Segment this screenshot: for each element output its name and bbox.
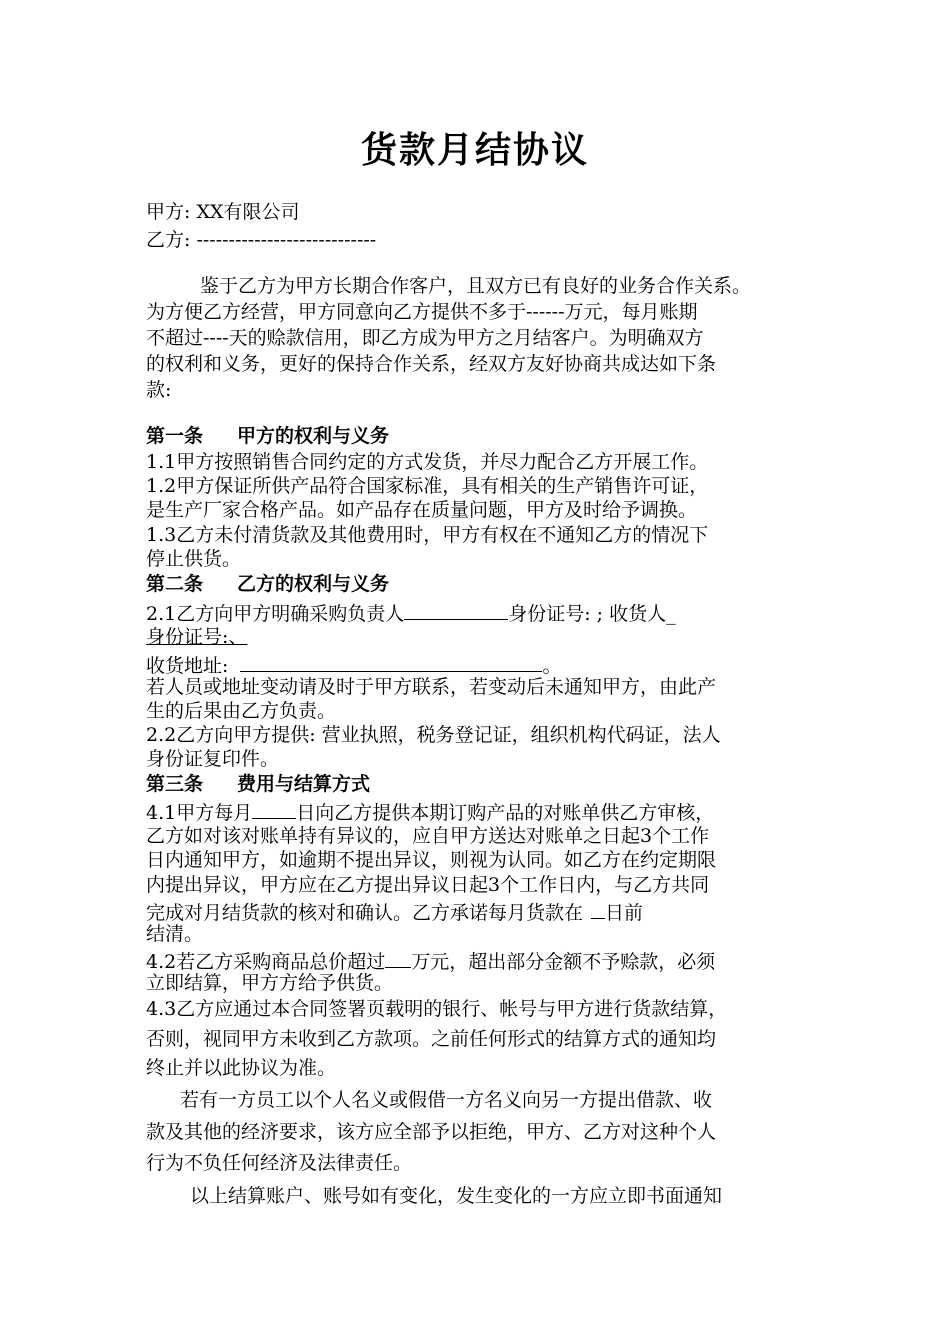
article3-line xyxy=(146,898,816,925)
article3-heading xyxy=(146,772,816,796)
article1-line: 1.1甲方按照销售合同约定的方式发货，并尽力配合乙方开展工作。 xyxy=(146,451,709,473)
payment-promise-text: 完成对月结货款的核对和确认。乙方承诺每月货款在 xyxy=(146,902,584,924)
article1-line: 停止供货。 xyxy=(146,548,242,570)
article3-line: 结清。 xyxy=(146,923,204,945)
article2-line: 若人员或地址变动请及时于甲方联系，若变动后未通知甲方，由此产 xyxy=(146,676,717,698)
article1-title: 甲方的权利与义务 xyxy=(237,425,390,447)
article3-line: 日内通知甲方，如逾期不提出异议，则视为认同。如乙方在约定期限 xyxy=(146,849,717,871)
article2-title: 乙方的权利与义务 xyxy=(237,573,390,595)
article3-line: 4.3乙方应通过本合同签署页载明的银行、帐号与甲方进行货款结算， xyxy=(146,998,728,1020)
article3-line: 终止并以此协议为准。 xyxy=(146,1057,337,1079)
article2-id-line: 身份证号:、 xyxy=(146,626,248,648)
intro-line: 不超过----天的赊款信用，即乙方成为甲方之月结客户。为明确双方 xyxy=(146,327,704,349)
credit-limit-blank xyxy=(385,947,411,968)
party-b: 乙方: ---------------------------- xyxy=(146,229,377,251)
monthly-statement-label: 4.1甲方每月 xyxy=(146,802,253,824)
paragraph-line: 若有一方员工以个人名义或假借一方名义向另一方提出借款、收 xyxy=(180,1089,713,1111)
article3-line: 乙方如对该对账单持有异议的，应自甲方送达对账单之日起3个工作 xyxy=(146,825,710,847)
article1-heading xyxy=(146,424,816,448)
article2-address-line xyxy=(146,651,816,678)
article2-number: 第二条 xyxy=(146,573,204,595)
address-end: 。 xyxy=(542,655,562,677)
monthly-statement-text: 日向乙方提供本期订购产品的对账单供乙方审核， xyxy=(296,802,715,824)
paragraph-line: 以上结算账户、账号如有变化，发生变化的一方应立即书面通知 xyxy=(190,1185,723,1207)
credit-limit-label: 4.2若乙方采购商品总价超过 xyxy=(146,951,386,973)
article2-line: 身份证复印件。 xyxy=(146,748,280,770)
article2-line: 2.2乙方向甲方提供: 营业执照，税务登记证，组织机构代码证，法人 xyxy=(146,724,721,746)
article3-line: 立即结算，甲方方给予供货。 xyxy=(146,972,394,994)
statement-day-blank xyxy=(252,798,296,819)
article1-number: 第一条 xyxy=(146,425,204,447)
article2-line: 生的后果由乙方负责。 xyxy=(146,700,337,722)
article3-line: 内提出异议，甲方应在乙方提出异议日起3个工作日内，与乙方共同 xyxy=(146,874,710,896)
purchase-contact-blank xyxy=(404,599,508,620)
article3-number: 第三条 xyxy=(146,773,204,795)
payment-day-suffix: 日前 xyxy=(605,902,644,924)
intro-line: 的权利和义务，更好的保持合作关系，经双方友好协商共成达如下条 xyxy=(146,353,717,375)
article3-line: 否则，视同甲方未收到乙方款项。之前任何形式的结算方式的通知均 xyxy=(146,1028,717,1050)
article3-title: 费用与结算方式 xyxy=(237,773,371,795)
party-a: 甲方: XX有限公司 xyxy=(146,201,300,223)
address-label: 收货地址: xyxy=(146,655,235,677)
intro-line: 为方便乙方经营，甲方同意向乙方提供不多于------万元，每月账期 xyxy=(146,301,698,323)
article1-line: 是生产厂家合格产品。如产品存在质量问题，甲方及时给予调换。 xyxy=(146,499,698,521)
purchase-contact-label: 2.1乙方向甲方明确采购负责人 xyxy=(146,603,405,625)
article3-line xyxy=(146,947,816,974)
article2-heading xyxy=(146,572,816,596)
article3-line xyxy=(146,798,816,825)
document-title: 货款月结协议 xyxy=(360,129,589,171)
address-blank xyxy=(240,651,542,672)
id-receiver-label: 身份证号: ; 收货人_ xyxy=(508,603,676,625)
intro-line: 款: xyxy=(146,379,172,401)
article1-line: 1.2甲方保证所供产品符合国家标准，具有相关的生产销售许可证， xyxy=(146,475,709,497)
article1-line: 1.3乙方未付清货款及其他费用时，甲方有权在不通知乙方的情况下 xyxy=(146,524,709,546)
payment-day-blank xyxy=(591,898,605,919)
article2-line xyxy=(146,599,816,626)
paragraph-line: 行为不负任何经济及法律责任。 xyxy=(146,1152,413,1174)
credit-limit-text: 万元，超出部分金额不予赊款，必须 xyxy=(411,951,716,973)
intro-line: 鉴于乙方为甲方长期合作客户，且双方已有良好的业务合作关系。 xyxy=(200,275,752,297)
paragraph-line: 款及其他的经济要求，该方应全部予以拒绝，甲方、乙方对这种个人 xyxy=(146,1121,717,1143)
